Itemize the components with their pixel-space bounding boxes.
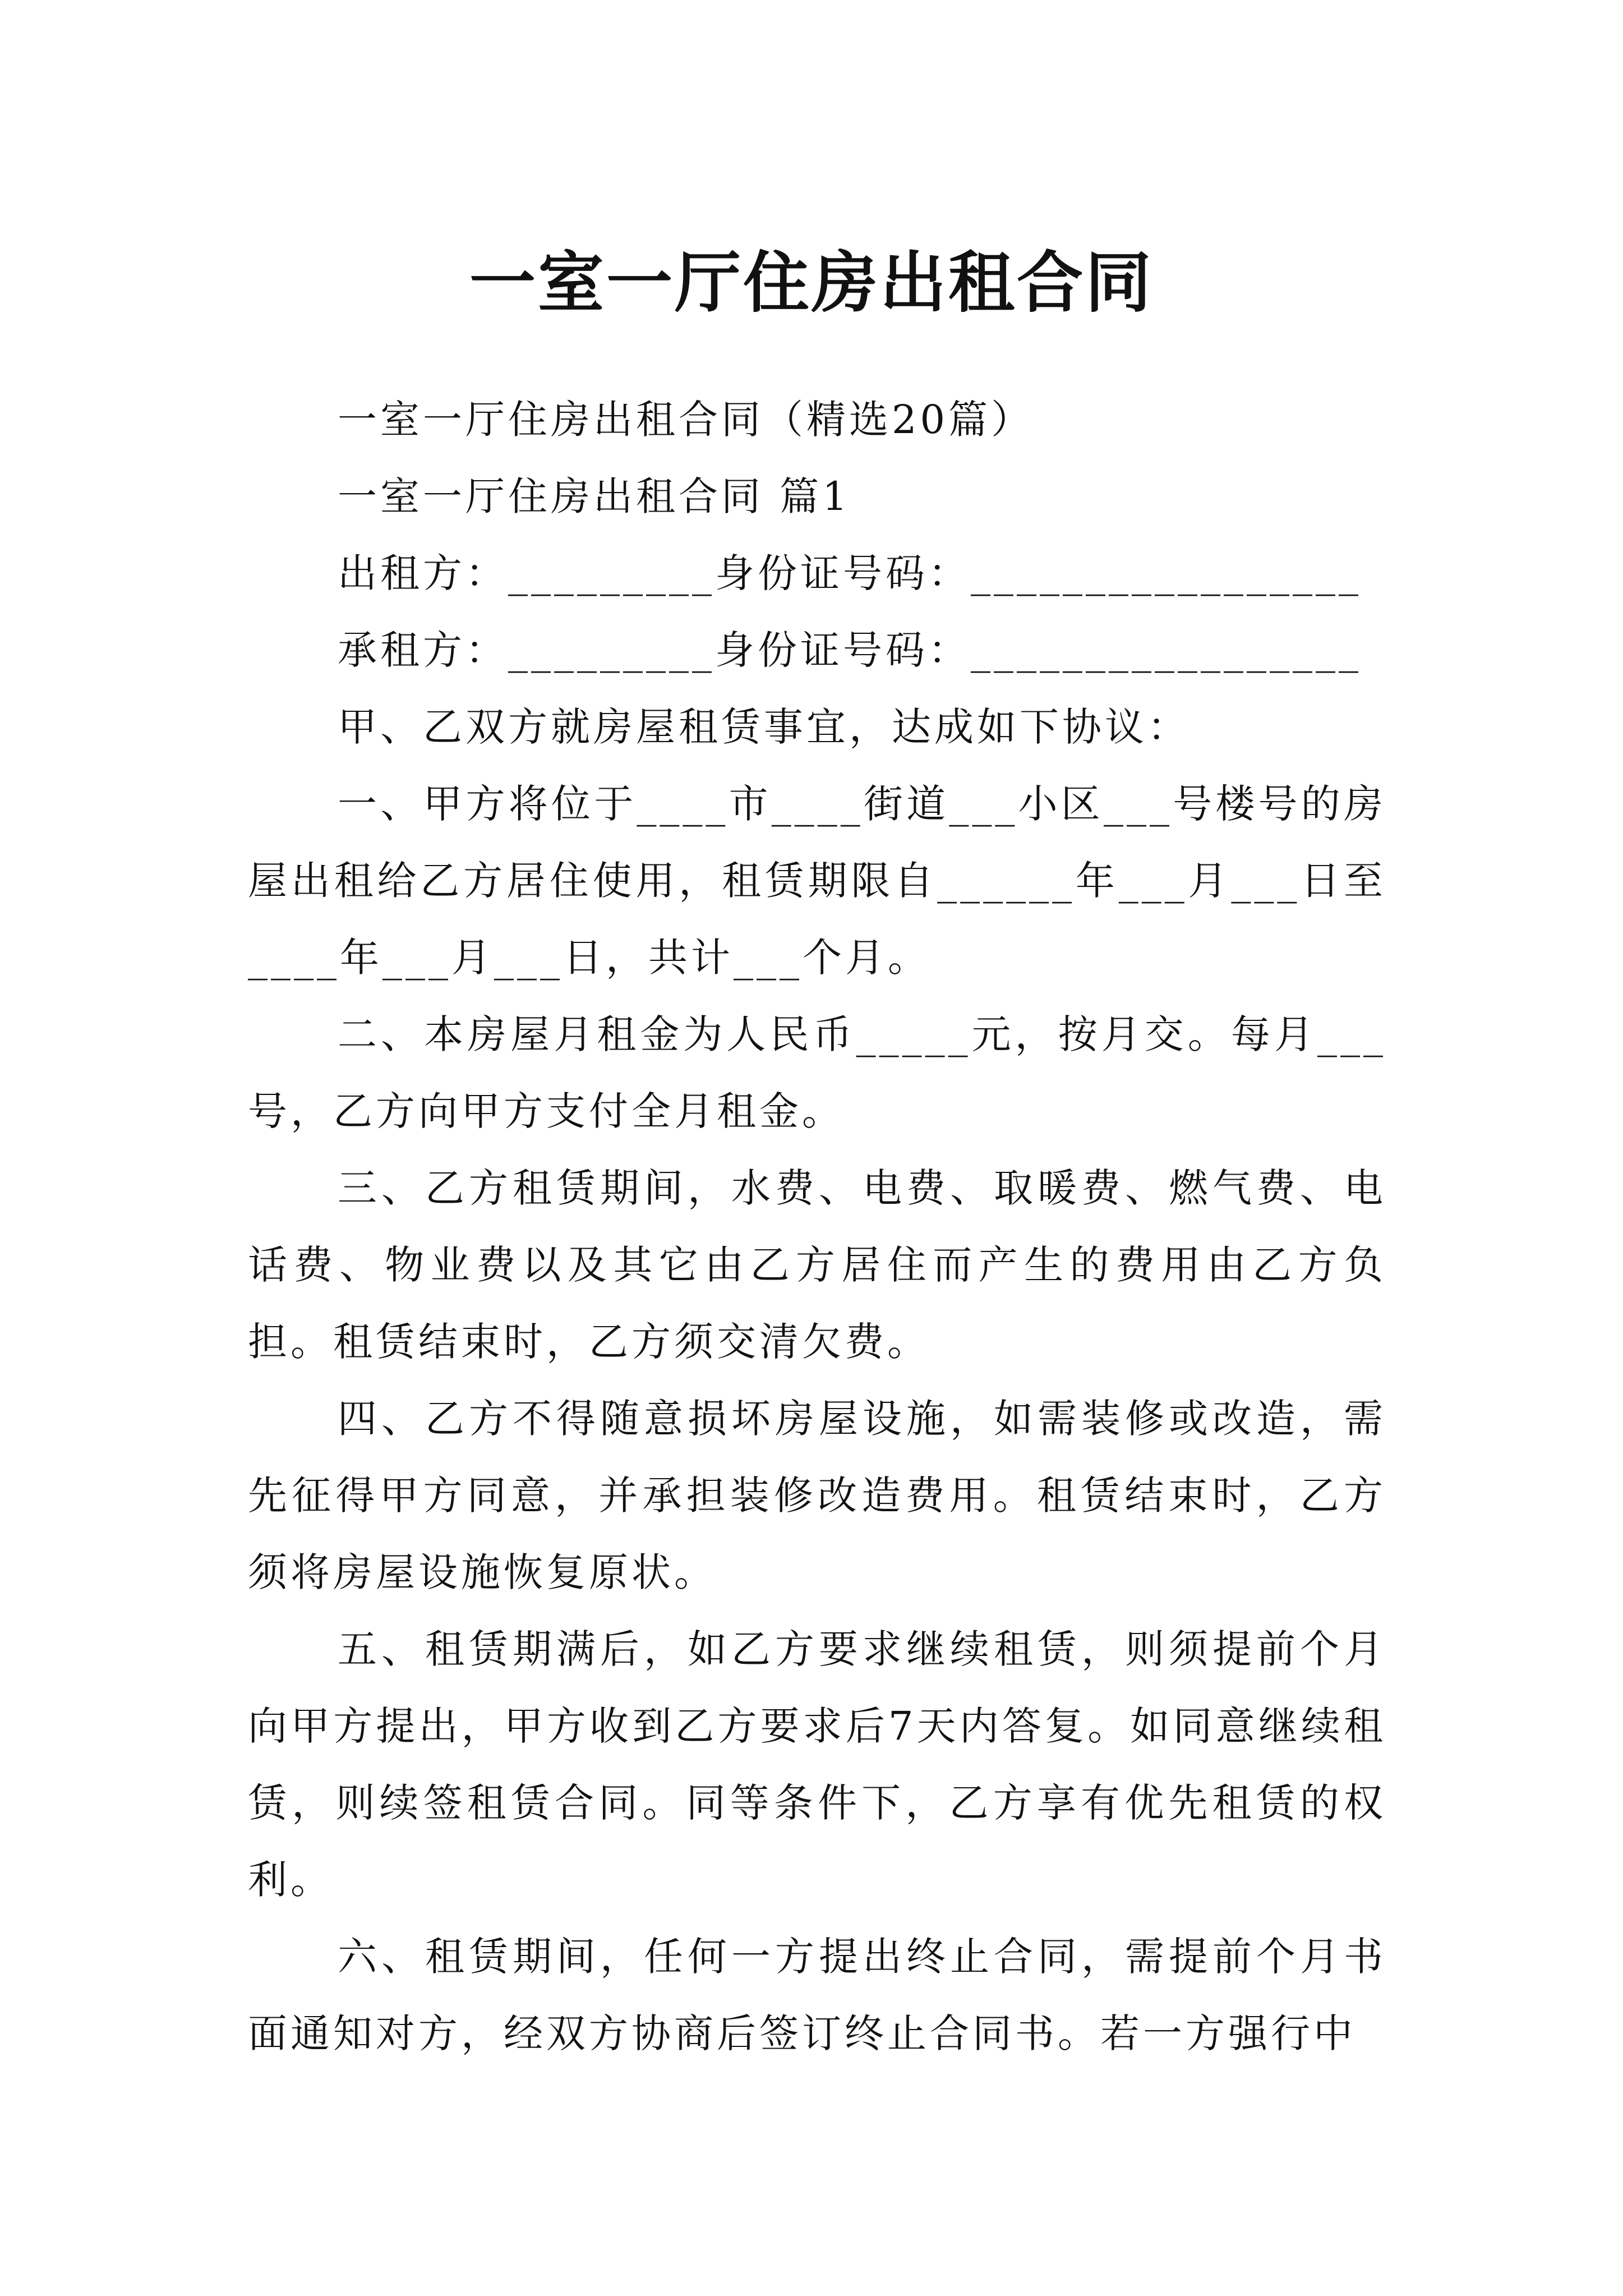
clause-5: 五、租赁期满后，如乙方要求继续租赁，则须提前个月向甲方提出，甲方收到乙方要求后7天内答复。如同意继续租赁，则续签租赁合同。同等条件下，乙方享有优先租赁的权利。 bbox=[248, 1626, 1386, 1903]
document-body bbox=[248, 381, 1386, 2072]
clause-2: 二、本房屋月租金为人民币_____元，按月交。每月___号，乙方向甲方支付全月租金。 bbox=[248, 1011, 1386, 1134]
paragraph-agreement-intro: 甲、乙双方就房屋租赁事宜，达成如下协议： bbox=[338, 704, 1190, 750]
clause-1: 一、甲方将位于____市____街道___小区___号楼号的房屋出租给乙方居住使用，租赁期限自______年___月___日至____年___月___日，共计___个月。 bbox=[248, 781, 1386, 981]
paragraph-lessor: 出租方：_________身份证号码：_________________ bbox=[338, 550, 1362, 596]
document-title: 一室一厅住房出租合同 bbox=[469, 243, 1154, 322]
clause-4: 四、乙方不得随意损坏房屋设施，如需装修或改造，需先征得甲方同意，并承担装修改造费用。租赁结束时，乙方须将房屋设施恢复原状。 bbox=[248, 1396, 1386, 1595]
paragraph-heading: 一室一厅住房出租合同（精选20篇） bbox=[338, 397, 1034, 443]
clause-6: 六、租赁期间，任何一方提出终止合同，需提前个月书面通知对方，经双方协商后签订终止合同书。若一方强行中 bbox=[248, 1934, 1386, 2056]
paragraph-subheading: 一室一厅住房出租合同 篇1 bbox=[338, 473, 851, 519]
clause-3: 三、乙方租赁期间，水费、电费、取暖费、燃气费、电话费、物业费以及其它由乙方居住而产生的费用由乙方负担。租赁结束时，乙方须交清欠费。 bbox=[248, 1165, 1386, 1365]
paragraph-lessee: 承租方：_________身份证号码：_________________ bbox=[338, 627, 1362, 673]
